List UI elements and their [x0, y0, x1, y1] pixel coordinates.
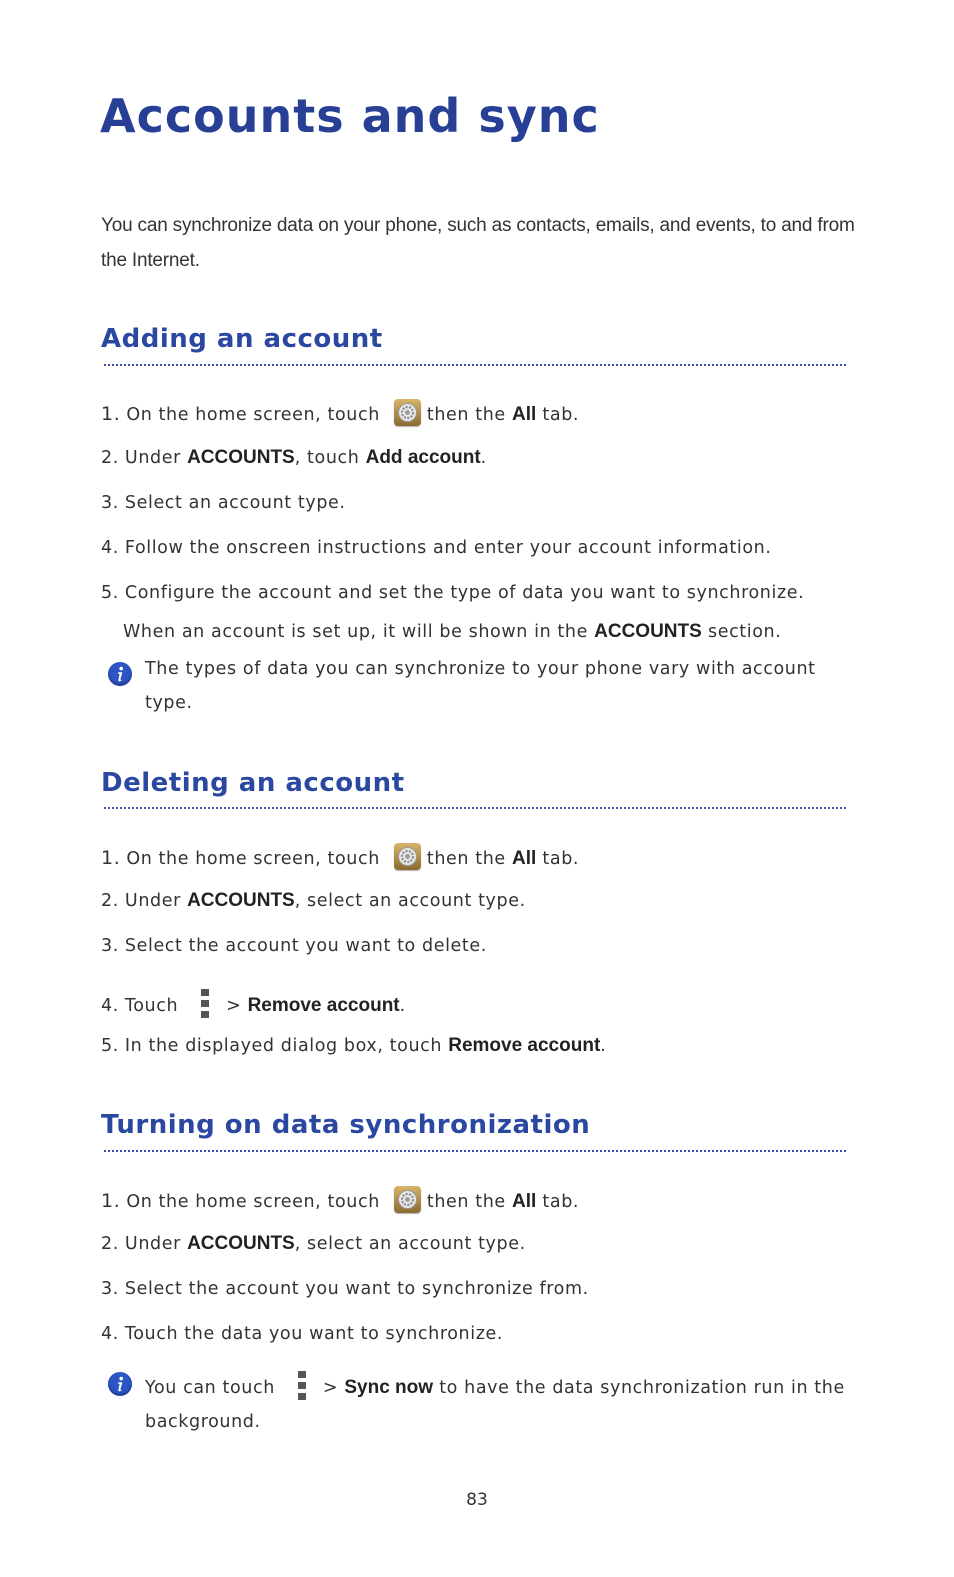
settings-icon [394, 843, 421, 870]
info-icon [108, 1372, 132, 1396]
step-item: 5. In the displayed dialog box, touch Remove account. [101, 1035, 607, 1056]
step-item: 3. Select an account type. [101, 493, 346, 513]
step-item: 1. On the home screen, touch then the All tab. [101, 843, 579, 871]
section-heading-data-sync: Turning on data synchronization [101, 1110, 591, 1140]
settings-icon [394, 1186, 421, 1213]
step-item: 1. On the home screen, touch then the All tab. [101, 1186, 579, 1214]
step-followup-note: When an account is set up, it will be shown in the ACCOUNTS section. [123, 621, 782, 642]
step-item: 2. Under ACCOUNTS, touch Add account. [101, 447, 487, 468]
page-title: Accounts and sync [100, 89, 600, 143]
step-item: 1. On the home screen, touch then the All tab. [101, 399, 579, 427]
step-item: 3. Select the account you want to delete. [101, 936, 487, 956]
menu-icon [297, 1371, 307, 1401]
step-item: 2. Under ACCOUNTS, select an account type. [101, 1233, 526, 1254]
document-page: Accounts and sync You can synchronize data on your phone, such as contacts, emails, and events, to and from the Internet. Adding an account 1. On the home screen, touch then the All tab. 2. Under ACCOUNTS, touch Add account. 3. Select an account type. 4. Follow the onscreen instructions and enter your account information. 5. Configure the account and set the type of data you want to synchronize. When an account is set up, it will be shown in the ACCOUNTS section. The types of data you can synchronize to your phone vary with account type. Deleting an account 1. On the home screen, touch then the All tab. 2. Under ACCOUNTS, select an account type. 3. Select the account you want to delete. 4. Touch > Remove account. 5. In the displayed dialog box, touch Remove account. Turning on data synchronization 1. On the home screen, touch then the All tab. 2. Under ACCOUNTS, select an account type. 3. Select the account you want to synchronize from. 4. Touch the data you want to synchronize. You can touch > Sync now to have the data synchronization run in the background. 83 [0, 0, 954, 1577]
section-heading-adding-account: Adding an account [101, 324, 383, 354]
intro-paragraph: You can synchronize data on your phone, such as contacts, emails, and events, to and from the Internet. [101, 215, 855, 271]
step-item: 4. Follow the onscreen instructions and enter your account information. [101, 538, 772, 558]
step-item: 2. Under ACCOUNTS, select an account type. [101, 890, 526, 911]
step-item: 4. Touch the data you want to synchronize. [101, 1324, 504, 1344]
step-item: 3. Select the account you want to synchronize from. [101, 1279, 589, 1299]
step-item: 4. Touch > Remove account. [101, 989, 406, 1019]
settings-icon [394, 399, 421, 426]
page-number: 83 [466, 1490, 488, 1510]
section-heading-deleting-account: Deleting an account [101, 768, 405, 798]
section-divider [104, 364, 846, 366]
info-icon [108, 662, 132, 686]
section-divider [104, 1150, 846, 1152]
menu-icon [200, 989, 210, 1019]
step-item: 5. Configure the account and set the type of data you want to synchronize. [101, 583, 805, 603]
section-divider [104, 807, 846, 809]
